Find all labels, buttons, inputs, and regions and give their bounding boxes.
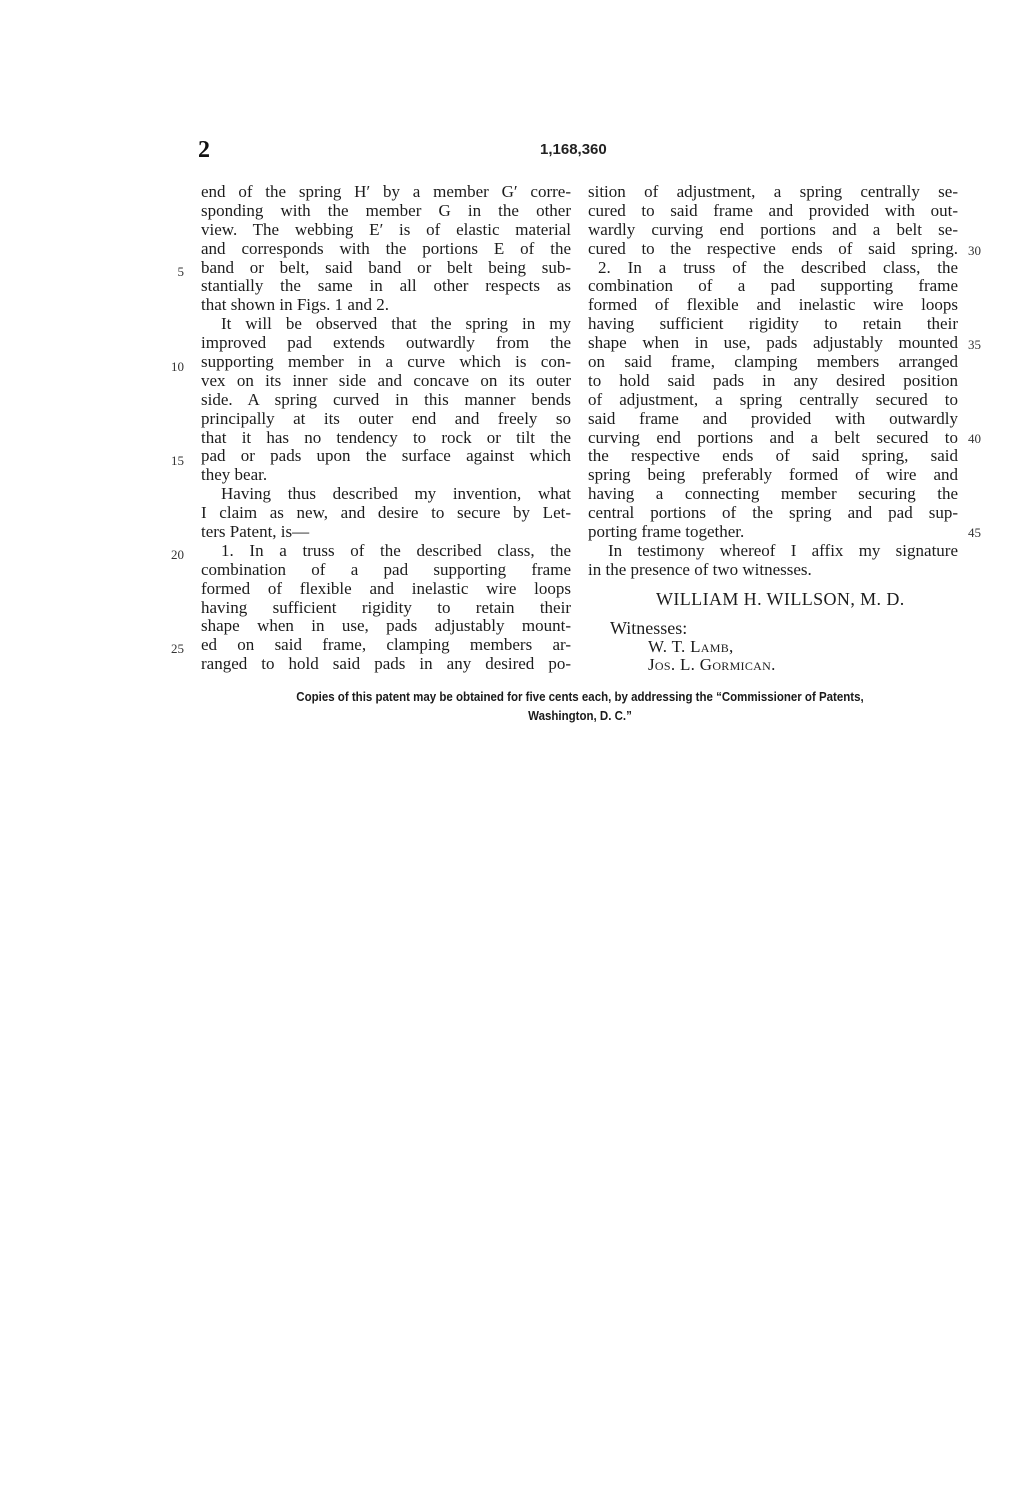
text-line: improved pad extends outwardly from the bbox=[201, 333, 571, 353]
text-line: cured to said frame and provided with out- bbox=[588, 200, 958, 220]
line-number: 10 bbox=[171, 359, 184, 374]
copies-notice bbox=[212, 688, 948, 726]
text-line: I claim as new, and desire to secure by Let- bbox=[201, 503, 571, 523]
text-line: view. The webbing E′ is of elastic material bbox=[201, 219, 571, 239]
text-line: In testimony whereof I affix my signature bbox=[608, 540, 958, 560]
text-line: pad or pads upon the surface against which bbox=[201, 446, 571, 466]
text-line: central portions of the spring and pad sup- bbox=[588, 503, 958, 523]
text-line: in the presence of two witnesses. bbox=[588, 559, 812, 579]
text-line: the respective ends of said spring, said bbox=[588, 446, 958, 466]
text-line: having a connecting member securing the bbox=[588, 484, 958, 504]
line-number: 15 bbox=[171, 453, 184, 468]
patent-number: 1,168,360 bbox=[540, 141, 607, 158]
left-column bbox=[201, 183, 571, 674]
line-number: 20 bbox=[171, 547, 184, 562]
text-line: to hold said pads in any desired position bbox=[588, 370, 958, 390]
text-line: shape when in use, pads adjustably mounted bbox=[588, 333, 958, 353]
line-number: 35 bbox=[968, 337, 981, 352]
text-line: combination of a pad supporting frame bbox=[201, 559, 571, 579]
text-line: combination of a pad supporting frame bbox=[588, 276, 958, 296]
text-line: ters Patent, is— bbox=[201, 522, 310, 542]
claim-1-start: 1. In a truss of the described class, the bbox=[221, 540, 571, 560]
text-line: formed of flexible and inelastic wire loops bbox=[201, 578, 571, 598]
text-line: vex on its inner side and concave on its outer bbox=[201, 370, 571, 390]
text-line: porting frame together. bbox=[588, 522, 745, 542]
page-number: 2 bbox=[198, 137, 211, 163]
line-number: 40 bbox=[968, 431, 981, 446]
text-line: end of the spring H′ by a member G′ corre- bbox=[201, 182, 571, 201]
text-line: band or belt, said band or belt being sub- bbox=[201, 257, 571, 277]
text-line: wardly curving end portions and a belt se- bbox=[588, 219, 958, 239]
text-line: and corresponds with the portions E of the bbox=[201, 238, 571, 258]
text-line: that it has no tendency to rock or tilt the bbox=[201, 427, 571, 447]
line-number: 30 bbox=[968, 243, 981, 258]
text-line: sition of adjustment, a spring centrally se- bbox=[588, 182, 958, 201]
claim-2-start: 2. In a truss of the described class, the bbox=[598, 257, 958, 277]
line-number: 5 bbox=[177, 264, 184, 279]
copies-notice-line: Copies of this patent may be obtained for five cents each, by addressing the “Commissioner of Patents, bbox=[296, 690, 864, 704]
text-line: ed on said frame, clamping members ar- bbox=[201, 635, 571, 655]
text-line: on said frame, clamping members arranged bbox=[588, 352, 958, 372]
text-line: It will be observed that the spring in my bbox=[221, 314, 571, 334]
text-line: having sufficient rigidity to retain their bbox=[201, 597, 571, 617]
text-line: stantially the same in all other respects as bbox=[201, 276, 571, 296]
text-line: of adjustment, a spring centrally secured to bbox=[588, 389, 958, 409]
witness-name: W. T. Lamb, bbox=[648, 637, 734, 656]
text-line: ranged to hold said pads in any desired po- bbox=[201, 654, 571, 674]
inventor-signature: WILLIAM H. WILLSON, M. D. bbox=[656, 589, 905, 609]
text-line: principally at its outer end and freely so bbox=[201, 408, 571, 428]
text-line: shape when in use, pads adjustably mount- bbox=[201, 616, 571, 636]
right-column bbox=[588, 183, 958, 580]
copies-notice-line: Washington, D. C.” bbox=[528, 709, 632, 723]
text-line: having sufficient rigidity to retain their bbox=[588, 314, 958, 334]
text-line: they bear. bbox=[201, 465, 268, 485]
witness-name: Jos. L. Gormican. bbox=[648, 655, 776, 674]
line-number: 25 bbox=[171, 641, 184, 656]
witnesses-label: Witnesses: bbox=[610, 618, 688, 638]
text-line: cured to the respective ends of said spring. bbox=[588, 238, 958, 258]
text-line: sponding with the member G in the other bbox=[201, 200, 571, 220]
text-line: Having thus described my invention, what bbox=[221, 484, 571, 504]
text-line: curving end portions and a belt secured to bbox=[588, 427, 958, 447]
line-number: 45 bbox=[968, 525, 981, 540]
text-line: supporting member in a curve which is con- bbox=[201, 352, 571, 372]
text-line: that shown in Figs. 1 and 2. bbox=[201, 295, 389, 315]
text-line: formed of flexible and inelastic wire loops bbox=[588, 295, 958, 315]
text-line: side. A spring curved in this manner bends bbox=[201, 389, 571, 409]
text-line: spring being preferably formed of wire and bbox=[588, 465, 958, 485]
text-line: said frame and provided with outwardly bbox=[588, 408, 958, 428]
